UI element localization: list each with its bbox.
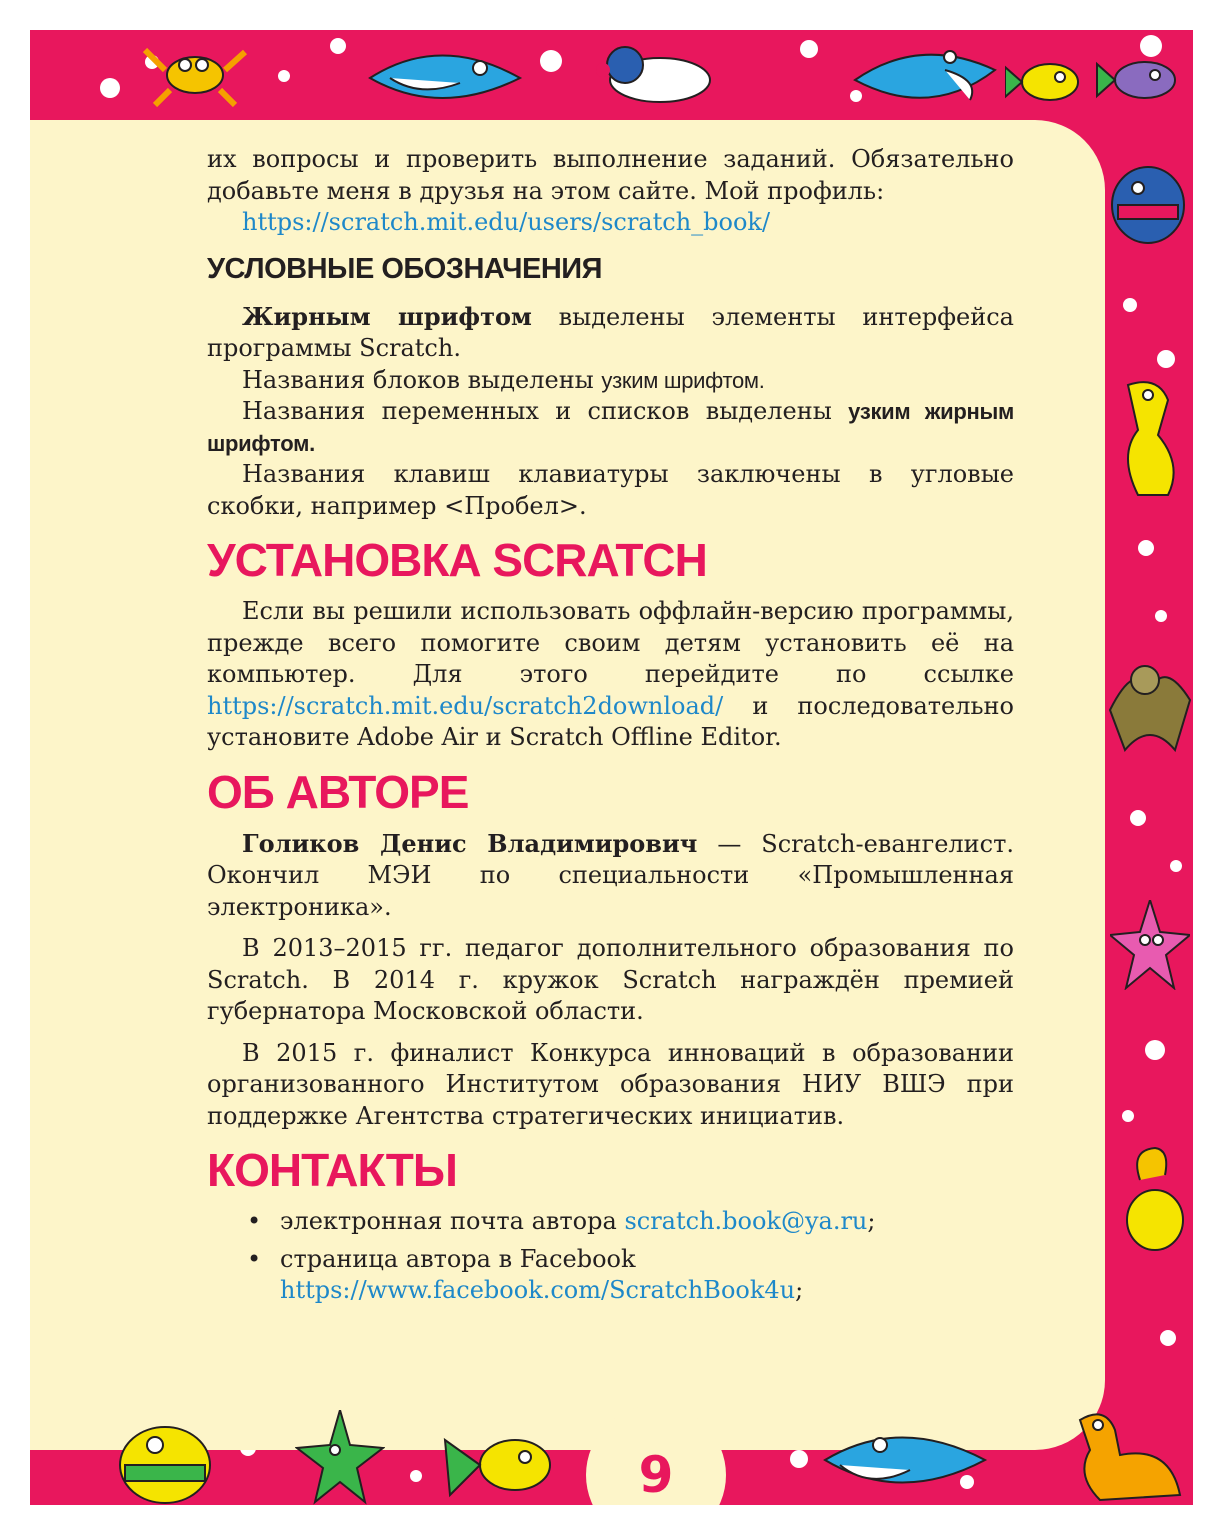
fish-illustration xyxy=(1005,52,1085,112)
author-heading: ОБ АВТОРЕ xyxy=(207,765,469,818)
starfish-illustration-2 xyxy=(295,1410,385,1505)
author-paragraph-3 xyxy=(207,1038,1014,1133)
author-p2-text: В 2013–2015 гг. педагог дополнительного образования по Scratch. В 2014 г. кружок Scratch награждён премией губернатора Московской области. xyxy=(207,934,1014,1025)
legend-paragraph-4 xyxy=(207,459,1014,522)
dog-illustration xyxy=(585,35,725,115)
legend-paragraph-3 xyxy=(207,396,1014,459)
narrow-font-example: узким шрифтом. xyxy=(601,367,765,393)
dinosaur-illustration-2 xyxy=(1060,1405,1185,1505)
fish-illustration-3 xyxy=(440,1425,560,1505)
legend-paragraph-1 xyxy=(207,301,1014,365)
contacts-heading: КОНТАКТЫ xyxy=(207,1144,457,1196)
author-p3-text: В 2015 г. финалист Конкурса инноваций в образовании организованного Институтом образования НИУ ВШЭ при поддержке Агентства стратегических инициатив. xyxy=(207,1038,1014,1130)
facebook-end: ; xyxy=(795,1276,804,1304)
bubble xyxy=(540,50,562,72)
facebook-link[interactable]: https://www.facebook.com/ScratchBook4u xyxy=(280,1276,796,1304)
clam-illustration-2 xyxy=(110,1410,220,1505)
author-paragraph-1 xyxy=(207,828,1014,924)
bubble xyxy=(410,1470,422,1482)
download-link[interactable]: https://scratch.mit.edu/scratch2download/ xyxy=(207,691,724,720)
bubble xyxy=(1155,610,1167,622)
bubble xyxy=(278,70,290,82)
author-paragraph-2 xyxy=(207,933,1014,1028)
legend-p3-text: Названия переменных и списков выделены xyxy=(242,397,849,425)
list-item xyxy=(207,1206,1014,1238)
fish-illustration-2 xyxy=(1095,50,1185,110)
legend-p4-text: Названия клавиш клавиатуры заключены в угловые скобки, например <Пробел>. xyxy=(207,460,1014,520)
legend-p3-end: . xyxy=(309,430,315,456)
bullet-icon: • xyxy=(247,1244,262,1273)
bullet-icon: • xyxy=(247,1207,262,1235)
page-content xyxy=(207,144,1014,1313)
facebook-label: страница автора в Facebook xyxy=(280,1244,636,1273)
install-heading: УСТАНОВКА SCRATCH xyxy=(207,534,707,586)
intro-paragraph xyxy=(207,144,1014,207)
legend-heading: УСЛОВНЫЕ ОБОЗНАЧЕНИЯ xyxy=(207,252,602,285)
contacts-list xyxy=(207,1206,1014,1307)
page-number: 9 xyxy=(638,1446,674,1504)
install-paragraph xyxy=(207,596,1014,754)
bubble xyxy=(1160,1330,1176,1346)
legend-p2-text: Названия блоков выделены xyxy=(242,365,602,394)
bold-font-example: Жирным шрифтом xyxy=(242,301,532,331)
starfish-illustration xyxy=(1110,900,1190,990)
bat-illustration xyxy=(1105,640,1193,760)
install-text-end: и последовательно установите Adobe Air и Scratch Offline Editor. xyxy=(207,691,1014,751)
profile-link-line xyxy=(207,207,1014,239)
bubble xyxy=(1170,860,1182,872)
bubble xyxy=(1157,350,1175,368)
legend-p1-text: выделены элементы интерфейса программы Scratch. xyxy=(207,302,1014,362)
bubble xyxy=(790,1450,808,1468)
bubble xyxy=(1138,540,1154,556)
shark-illustration-3 xyxy=(820,1415,990,1505)
install-text: Если вы решили использовать оффлайн-версию программы, прежде всего помогите своим детям установить её на компьютер. Для этого перейдите по ссылке xyxy=(207,597,1014,688)
bubble xyxy=(100,78,120,98)
author-name: Голиков Денис Владимирович xyxy=(242,828,698,858)
crab-illustration-2 xyxy=(1110,1140,1190,1270)
dinosaur-illustration xyxy=(1108,375,1193,505)
bubble xyxy=(1130,810,1146,826)
bubble xyxy=(1122,1110,1134,1122)
list-item xyxy=(207,1244,1014,1307)
email-label: электронная почта автора xyxy=(280,1207,625,1235)
email-link[interactable]: scratch.book@ya.ru xyxy=(624,1207,868,1235)
narrow-bold-font-example: узким жирным шрифтом xyxy=(207,399,1014,456)
crab-illustration xyxy=(140,30,250,110)
clam-illustration xyxy=(1108,160,1188,250)
intro-text: их вопросы и проверить выполнение заданий. Обязательно добавьте меня в друзья на этом сайте. Мой профиль: xyxy=(207,145,1014,205)
shark-illustration xyxy=(360,38,530,118)
bubble xyxy=(1145,1040,1165,1060)
profile-link[interactable]: https://scratch.mit.edu/users/scratch_book/ xyxy=(242,208,771,236)
author-p1-text: — Scratch-евангелист. Окончил МЭИ по специальности «Промышленная электроника». xyxy=(207,829,1014,921)
email-end: ; xyxy=(867,1207,876,1235)
bubble xyxy=(800,40,818,58)
bubble xyxy=(1123,298,1137,312)
bubble xyxy=(330,38,346,54)
shark-illustration-2 xyxy=(850,35,1000,115)
legend-paragraph-2 xyxy=(207,365,1014,397)
